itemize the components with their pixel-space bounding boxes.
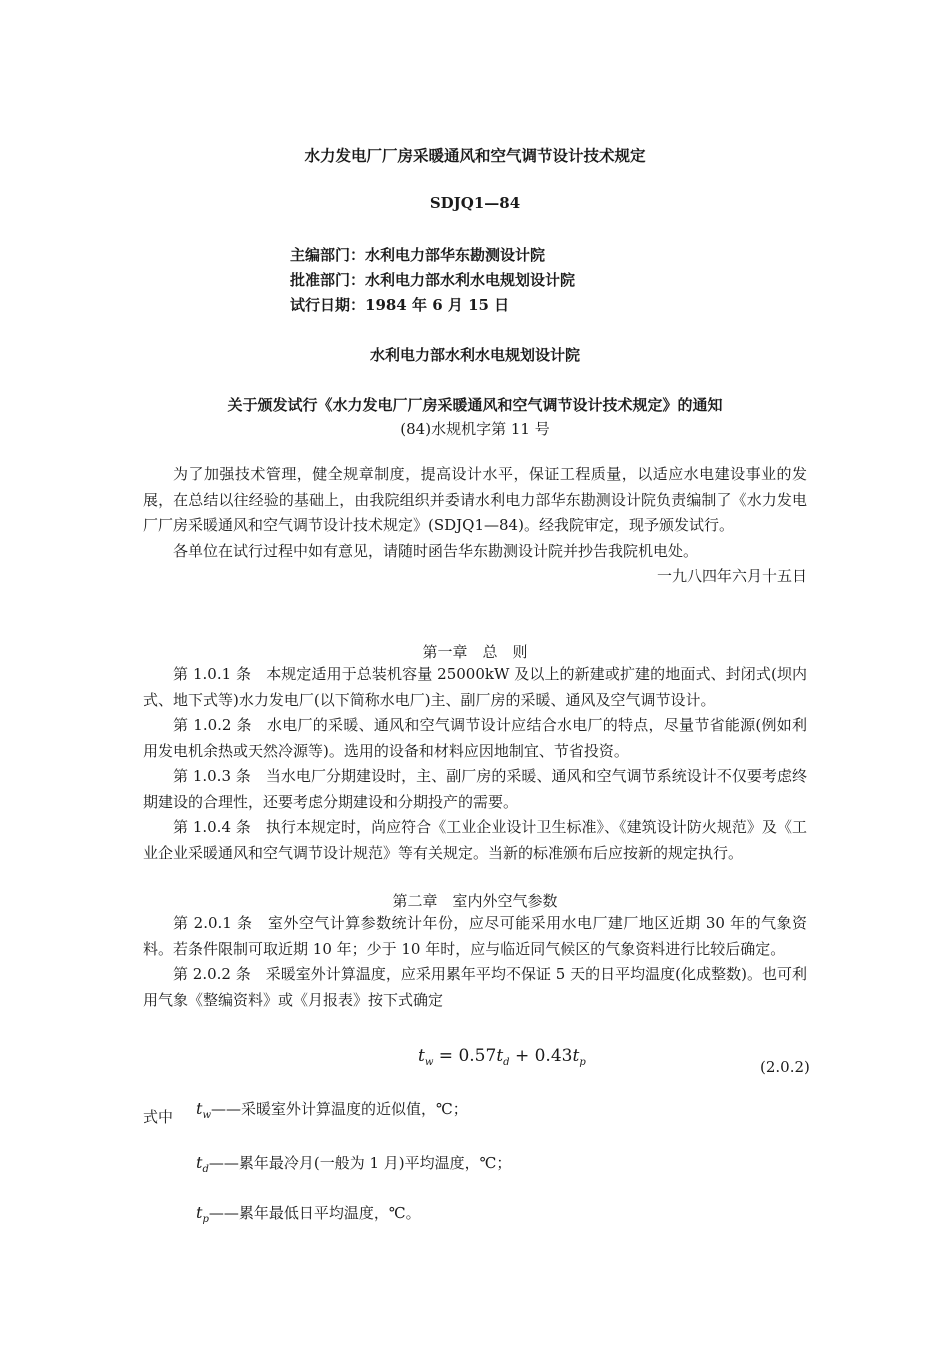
chapter2-heading: 第二章 室内外空气参数 [392, 892, 558, 910]
document-title: 水力发电厂厂房采暖通风和空气调节设计技术规定 [304, 146, 646, 165]
article: 第 1.0.4 条 执行本规定时，尚应符合《工业企业设计卫生标准》、《建筑设计防火规范》及《工业企业采暖通风和空气调节设计规范》等有关规定。当新的标准颁布后应按新的规定执行。 [143, 818, 807, 862]
issuer: 水利电力部水利水电规划设计院 [369, 346, 580, 364]
article: 第 2.0.1 条 室外空气计算参数统计年份，应尽可能采用水电厂建厂地区近期 30 年的气象资料。若条件限制可取近期 10 年；少于 10 年时，应与临近同气候区的气象资料进行比较后确定。 [143, 914, 807, 958]
approval-dept: 批准部门：水利电力部水利水电规划设计院 [290, 271, 576, 289]
notice-paragraph: 为了加强技术管理，健全规章制度，提高设计水平，保证工程质量，以适应水电建设事业的发展，在总结以往经验的基础上，由我院组织并委请水利电力部华东勘测设计院负责编制了《水力发电厂厂房采暖通风和空气调节设计技术规定》(SDJQ1—84)。经我院审定，现予颁发试行。 [143, 465, 807, 534]
notice-title: 关于颁发试行《水力发电厂厂房采暖通风和空气调节设计技术规定》的通知 [227, 396, 723, 414]
definitions-lead: 式中 [143, 1108, 174, 1126]
notice-paragraph: 各单位在试行过程中如有意见，请随时函告华东勘测设计院并抄告我院机电处。 [173, 541, 699, 560]
chapter1-body [143, 662, 807, 866]
chapter2-body [143, 911, 807, 1013]
notice-body [143, 462, 807, 590]
article: 第 1.0.1 条 本规定适用于总装机容量 25000kW 及以上的新建或扩建的地面式、封闭式(坝内式、地下式等)水力发电厂(以下简称水电厂)主、副厂房的采暖、通风及空气调节设计。 [143, 665, 807, 709]
notice-date: 一九八四年六月十五日 [656, 567, 807, 585]
formula-number: (2.0.2) [760, 1058, 810, 1076]
definition-item: $t_p——$累年最低日平均温度，℃。 [196, 1203, 421, 1225]
trial-date: 试行日期：1984 年 6 月 15 日 [290, 296, 510, 314]
article: 第 1.0.3 条 当水电厂分期建设时，主、副厂房的采暖、通风和空气调节系统设计不仅要考虑终期建设的合理性，还要考虑分期建设和分期投产的需要。 [143, 767, 807, 811]
definition-item: $t_w——$采暖室外计算温度的近似值，℃； [196, 1099, 468, 1121]
chapter1-heading: 第一章 总 则 [422, 643, 528, 661]
editor-dept: 主编部门：水利电力部华东勘测设计院 [290, 246, 546, 264]
definition-item: $t_d——$累年最冷月(一般为 1 月)平均温度，℃； [196, 1153, 512, 1175]
formula-2-0-2: $t_w = 0.57t_d + 0.43t_p$ [418, 1046, 586, 1068]
document-code: SDJQ1—84 [429, 194, 521, 212]
article: 第 1.0.2 条 水电厂的采暖、通风和空气调节设计应结合水电厂的特点，尽量节省能源(例如利用发电机余热或天然冷源等)。选用的设备和材料应因地制宜、节省投资。 [143, 716, 807, 760]
article: 第 2.0.2 条 采暖室外计算温度，应采用累年平均不保证 5 天的日平均温度(化成整数)。也可利用气象《整编资料》或《月报表》按下式确定 [143, 965, 807, 1009]
notice-number: (84)水规机字第 11 号 [400, 420, 550, 438]
